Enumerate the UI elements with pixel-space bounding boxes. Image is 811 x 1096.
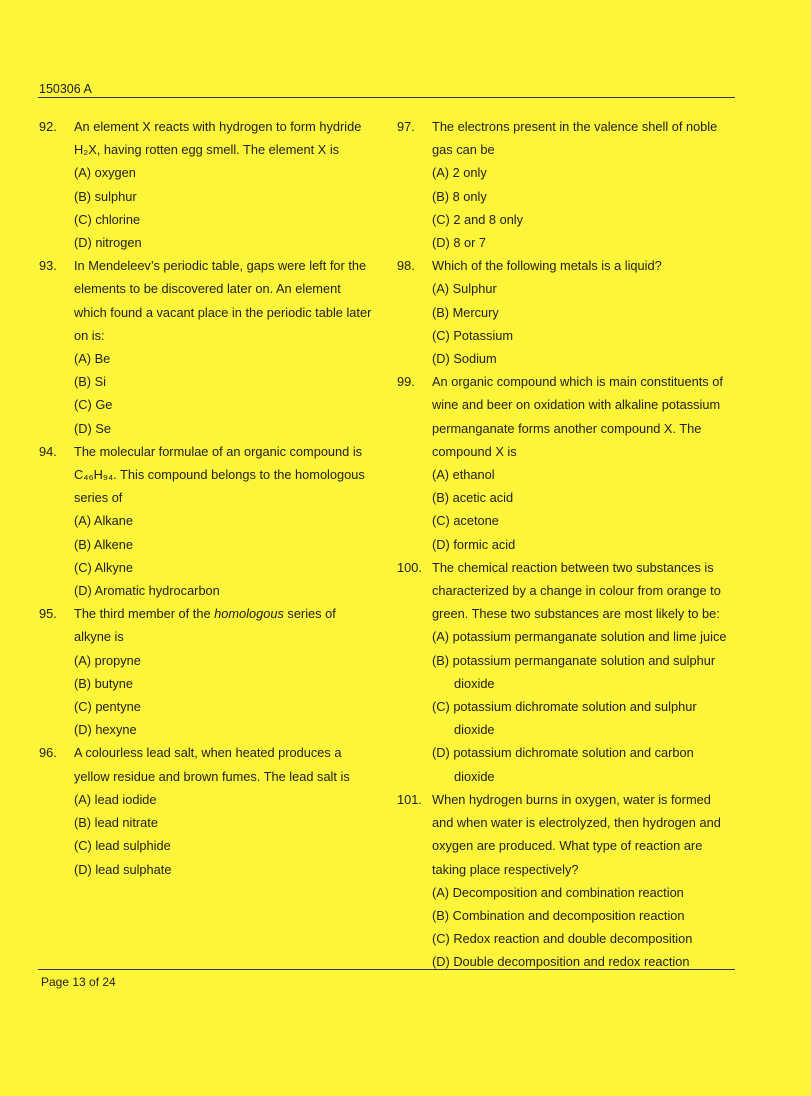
option[interactable]: (B) sulphur (74, 188, 137, 204)
option[interactable]: (D) lead sulphate (74, 861, 172, 877)
question-number: 98. (397, 258, 415, 274)
question-number: 93. (39, 258, 57, 274)
question-stem: alkyne is (74, 629, 124, 645)
option[interactable]: (C) Redox reaction and double decomposition (432, 931, 693, 947)
left-column (39, 115, 384, 881)
question-stem: on is: (74, 327, 105, 343)
option[interactable]: (D) Double decomposition and redox reaction (432, 954, 690, 970)
question-94 (39, 440, 384, 602)
question-stem: yellow residue and brown fumes. The lead salt is (74, 768, 350, 784)
question-100 (397, 556, 732, 788)
question-stem: Which of the following metals is a liquid? (432, 258, 662, 274)
question-stem: H₂X, having rotten egg smell. The element X is (74, 142, 340, 158)
stem-text: The third member of the (74, 606, 215, 622)
option[interactable]: (C) chlorine (74, 211, 141, 227)
question-number: 100. (397, 559, 422, 575)
option[interactable]: (B) Combination and decomposition reaction (432, 907, 685, 923)
question-stem: compound X is (432, 443, 517, 459)
option[interactable]: (B) Mercury (432, 304, 499, 320)
header-divider (38, 97, 735, 98)
option-continuation: dioxide (454, 722, 495, 738)
option[interactable]: (D) Sodium (432, 351, 497, 367)
option[interactable]: (C) potassium dichromate solution and sulphur (432, 699, 697, 715)
option[interactable]: (A) Decomposition and combination reaction (432, 884, 684, 900)
question-number: 96. (39, 745, 57, 761)
question-92 (39, 115, 384, 254)
question-98 (397, 254, 732, 370)
right-column (397, 115, 732, 974)
option[interactable]: (C) pentyne (74, 699, 141, 715)
option[interactable]: (D) potassium dichromate solution and carbon (432, 745, 694, 761)
question-stem: permanganate forms another compound X. The (432, 420, 702, 436)
question-96 (39, 741, 384, 880)
question-stem: An organic compound which is main constituents of (432, 374, 723, 390)
option[interactable]: (A) Be (74, 351, 111, 367)
question-stem: The electrons present in the valence shell of noble (432, 119, 718, 134)
option[interactable]: (B) acetic acid (432, 490, 514, 506)
option[interactable]: (B) Si (74, 374, 106, 390)
question-stem: wine and beer on oxidation with alkaline potassium (432, 397, 721, 413)
option[interactable]: (D) nitrogen (74, 235, 142, 251)
question-number: 95. (39, 606, 57, 622)
option[interactable]: (D) Aromatic hydrocarbon (74, 583, 220, 599)
option[interactable]: (B) potassium permanganate solution and sulphur (432, 652, 716, 668)
stem-text: series of (283, 606, 336, 622)
question-stem: The chemical reaction between two substances is (432, 559, 714, 575)
option[interactable]: (B) 8 only (432, 188, 487, 204)
question-stem: series of (74, 490, 123, 506)
page-number: Page 13 of 24 (41, 975, 116, 989)
question-stem: In Mendeleev’s periodic table, gaps were left for the (74, 258, 367, 274)
question-stem: elements to be discovered later on. An element (74, 281, 341, 297)
option[interactable]: (B) Alkene (74, 536, 134, 552)
option[interactable]: (A) propyne (74, 652, 141, 668)
question-stem: characterized by a change in colour from orange to (432, 583, 721, 599)
question-97 (397, 115, 732, 254)
option[interactable]: (C) acetone (432, 513, 499, 529)
booklet-code: 150306 A (39, 82, 92, 96)
question-101 (397, 788, 732, 974)
option[interactable]: (C) 2 and 8 only (432, 211, 524, 227)
question-stem: green. These two substances are most likely to be: (432, 606, 720, 622)
question-93 (39, 254, 384, 440)
question-stem: An element X reacts with hydrogen to form hydride (74, 119, 362, 134)
question-stem: which found a vacant place in the periodic table later (74, 304, 372, 320)
option[interactable]: (B) butyne (74, 675, 134, 691)
question-number: 94. (39, 443, 57, 459)
question-stem: A colourless lead salt, when heated produces a (74, 745, 342, 761)
option[interactable]: (A) oxygen (74, 165, 136, 181)
option[interactable]: (A) potassium permanganate solution and lime juice (432, 629, 727, 645)
option[interactable]: (D) 8 or 7 (432, 235, 487, 251)
question-stem: The molecular formulae of an organic compound is (74, 443, 363, 459)
question-stem: oxygen are produced. What type of reaction are (432, 838, 703, 854)
question-number: 97. (397, 119, 415, 134)
option[interactable]: (A) Alkane (74, 513, 134, 529)
option[interactable]: (D) hexyne (74, 722, 137, 738)
question-stem: and when water is electrolyzed, then hydrogen and (432, 815, 721, 831)
question-number: 92. (39, 119, 57, 134)
question-number: 101. (397, 791, 422, 807)
question-stem: taking place respectively? (432, 861, 579, 877)
option-continuation: dioxide (454, 675, 495, 691)
option[interactable]: (C) lead sulphide (74, 838, 171, 854)
footer-divider (38, 969, 735, 970)
option[interactable]: (C) Potassium (432, 327, 514, 343)
question-stem: C₄₆H₉₄. This compound belongs to the homologous (74, 467, 365, 483)
question-stem: gas can be (432, 142, 495, 158)
option-continuation: dioxide (454, 768, 495, 784)
question-stem (74, 602, 384, 625)
option[interactable]: (A) Sulphur (432, 281, 497, 297)
option[interactable]: (C) Ge (74, 397, 113, 413)
question-stem: When hydrogen burns in oxygen, water is formed (432, 791, 711, 807)
option[interactable]: (C) Alkyne (74, 559, 134, 575)
option[interactable]: (D) Se (74, 420, 111, 436)
option[interactable]: (B) lead nitrate (74, 815, 158, 831)
stem-italic-term: homologous (214, 606, 284, 622)
question-99 (397, 370, 732, 556)
option[interactable]: (A) lead iodide (74, 791, 157, 807)
option[interactable]: (A) 2 only (432, 165, 487, 181)
option[interactable]: (A) ethanol (432, 467, 495, 483)
question-number: 99. (397, 374, 415, 390)
option[interactable]: (D) formic acid (432, 536, 516, 552)
question-95 (39, 602, 384, 741)
